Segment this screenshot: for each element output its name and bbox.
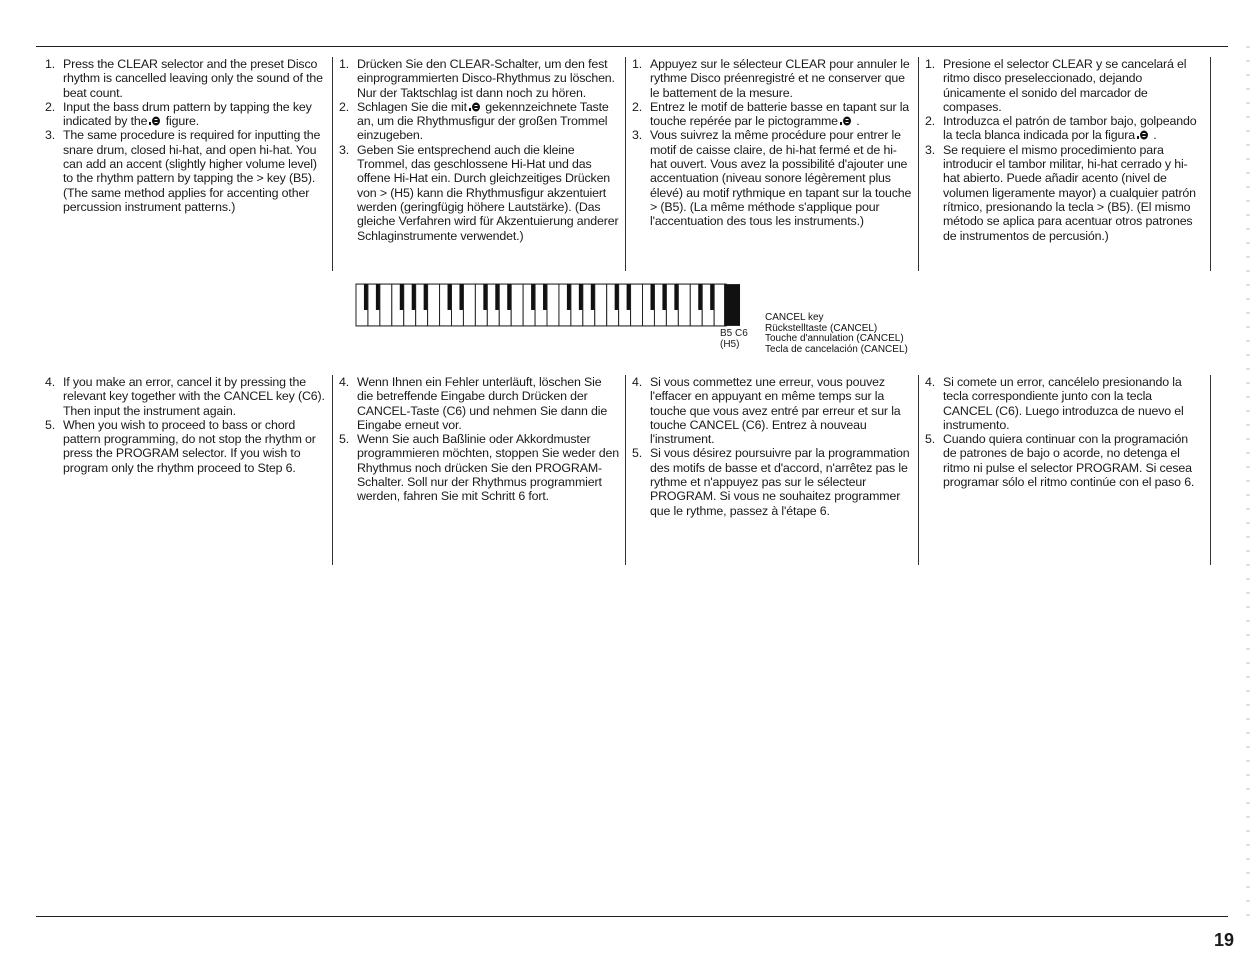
instruction-list bbox=[335, 375, 619, 504]
cancel-key bbox=[724, 284, 740, 326]
instruction-text: Si vous désirez poursuivre par la programmation des motifs de basse et d'accord, n'arrêtez pas le rythme et n'appuyez pas sur le sélecteur PROGRAM. Si vous ne souhaitez programmer que le rythme, passez à l'étape 6. bbox=[650, 446, 910, 518]
bass-drum-pictogram-icon bbox=[469, 102, 480, 112]
keyboard-figure bbox=[354, 283, 744, 327]
white-key bbox=[631, 284, 643, 326]
white-key bbox=[547, 284, 559, 326]
white-key bbox=[463, 284, 475, 326]
instruction-list bbox=[41, 57, 326, 214]
instruction-text: . bbox=[1150, 128, 1157, 143]
instruction-item bbox=[335, 57, 619, 100]
instruction-number: 3. bbox=[632, 128, 643, 143]
key-id-b5: B5 bbox=[720, 328, 733, 339]
column-french-top bbox=[628, 57, 919, 271]
instruction-number: 1. bbox=[45, 57, 56, 71]
instruction-item bbox=[921, 57, 1204, 114]
instruction-text: Wenn Ihnen ein Fehler unterläuft, löschen Sie die betreffende Eingabe durch Drücken der CANCEL-Taste (C6) und nehmen Sie dann die Eingabe erneut vor. bbox=[357, 375, 608, 432]
instruction-number: 2. bbox=[632, 99, 643, 114]
instruction-list bbox=[335, 57, 619, 243]
instruction-number: 4. bbox=[632, 375, 643, 389]
top-rule bbox=[36, 46, 1228, 47]
instruction-text: Wenn Sie auch Baßlinie oder Akkordmuster programmieren möchten, stoppen Sie weder den Rhythmus noch drücken Sie den PROGRAM-Schalter. Soll nur der Rhythmus programmiert werden, fahren Sie mit Schritt 6 fort. bbox=[357, 432, 620, 504]
instruction-item bbox=[628, 446, 912, 517]
instruction-text: Press the CLEAR selector and the preset Disco rhythm is cancelled leaving only the sound of the beat count. bbox=[63, 57, 323, 100]
instruction-number: 2. bbox=[339, 99, 350, 114]
page-number: 19 bbox=[1213, 930, 1234, 950]
column-german-bottom bbox=[335, 375, 626, 565]
callout-label-es: Tecla de cancelación (CANCEL) bbox=[765, 343, 908, 355]
instruction-item bbox=[628, 375, 912, 446]
instruction-text: Presione el selector CLEAR y se cancelará el ritmo disco preseleccionado, dejando únicamente el sonido del marcador de compases. bbox=[943, 57, 1187, 114]
instruction-item bbox=[628, 100, 912, 129]
callout-label-en: CANCEL key bbox=[765, 312, 824, 323]
instruction-item bbox=[41, 57, 326, 100]
column-french-bottom bbox=[628, 375, 919, 565]
callout-label-de: Rückstelltaste (CANCEL) bbox=[765, 322, 878, 334]
instruction-text: Drücken Sie den CLEAR-Schalter, um den fest einprogrammierten Disco-Rhythmus zu löschen. Nur der Taktschlag ist dann noch zu hören. bbox=[357, 57, 615, 100]
instruction-text: figure. bbox=[162, 114, 200, 129]
instruction-number: 3. bbox=[339, 142, 350, 157]
instruction-number: 2. bbox=[925, 114, 936, 129]
scan-edge-marks bbox=[1246, 40, 1250, 920]
instruction-number: 4. bbox=[339, 375, 350, 389]
instruction-text: gekennzeichnete Taste an, um die Rhythmusfigur der großen Trommel einzugeben. bbox=[357, 99, 609, 143]
column-spanish-bottom bbox=[921, 375, 1211, 565]
instruction-list bbox=[41, 375, 326, 475]
column-english-top bbox=[41, 57, 333, 271]
instruction-list bbox=[921, 57, 1204, 243]
instruction-item bbox=[335, 432, 619, 503]
instruction-item bbox=[41, 418, 326, 475]
column-spanish-top bbox=[921, 57, 1211, 271]
white-key bbox=[678, 284, 690, 326]
instruction-item bbox=[921, 143, 1204, 243]
instruction-text: Se requiere el mismo procedimiento para introducir el tambor militar, hi-hat cerrado y hi-hat abierto. Puede añadir acento (nivel de volumen ligeramente mayor) a cualquier patrón rítmico, presionando la tecla > (B5). (El mismo método se aplica para acentuar otros patrones de instrumentos de percusión.) bbox=[943, 142, 1196, 243]
cancel-key-callout bbox=[765, 313, 908, 355]
white-key bbox=[511, 284, 523, 326]
column-english-bottom bbox=[41, 375, 333, 565]
instruction-list bbox=[921, 375, 1204, 489]
instruction-text: Introduzca el patrón de tambor bajo, golpeando la tecla blanca indicada por la figura bbox=[943, 114, 1197, 143]
instruction-item bbox=[628, 128, 912, 228]
instruction-item bbox=[41, 100, 326, 129]
instruction-number: 3. bbox=[45, 128, 56, 143]
instruction-number: 1. bbox=[925, 57, 936, 71]
instruction-item bbox=[921, 432, 1204, 489]
instruction-text: Vous suivrez la même procédure pour entrer le motif de caisse claire, de hi-hat fermé et de hi-hat ouvert. Vous avez la possibilité d'ajouter une accentuation (niveau sonore légèrement plus élevé) au motif rythmique en tapant sur la touche > (B5). (La même méthode s'applique pour l'accentuation des tous les instruments.) bbox=[650, 128, 912, 229]
white-key bbox=[380, 284, 392, 326]
bass-drum-pictogram-icon bbox=[840, 116, 851, 126]
instruction-item bbox=[628, 57, 912, 100]
bass-drum-pictogram-icon bbox=[149, 116, 160, 126]
instruction-number: 5. bbox=[925, 432, 936, 447]
instruction-number: 1. bbox=[632, 57, 643, 71]
instruction-number: 4. bbox=[925, 375, 936, 389]
bottom-rule bbox=[36, 916, 1228, 917]
instruction-list bbox=[628, 375, 912, 518]
instruction-item bbox=[921, 375, 1204, 432]
instruction-text: The same procedure is required for inputting the snare drum, closed hi-hat, and open hi-hat. You can add an accent (slightly higher volume level) to the rhythm pattern by tapping the > key (B5). (The same method applies for accenting other percussion instrument patterns.) bbox=[63, 128, 321, 214]
instruction-text: When you wish to proceed to bass or chord pattern programming, do not stop the rhythm or press the PROGRAM selector. If you wish to program only the rhythm proceed to Step 6. bbox=[63, 417, 316, 475]
instruction-number: 2. bbox=[45, 99, 56, 114]
bass-drum-pictogram-icon bbox=[1137, 130, 1148, 140]
instruction-number: 5. bbox=[45, 417, 56, 432]
instruction-number: 1. bbox=[339, 57, 350, 71]
instruction-item bbox=[41, 128, 326, 214]
instruction-text: Cuando quiera continuar con la programación de patrones de bajo o acorde, no detenga el ritmo ni pulse el selector PROGRAM. Si cesea programar sólo el ritmo continúe con el paso 6. bbox=[943, 432, 1195, 490]
column-german-top bbox=[335, 57, 626, 271]
instruction-text: Geben Sie entsprechend auch die kleine Trommel, das geschlossene Hi-Hat und das offene Hi-Hat ein. Durch gleichzeitiges Drücken von > (H5) kann die Rhythmusfigur akzentuiert werden (geringfügig höhere Lautstärke). (Das gleiche Verfahren wird für Akzentuierung anderer Schlaginstrumente verwendet.) bbox=[357, 142, 619, 243]
instruction-list bbox=[628, 57, 912, 229]
white-key bbox=[428, 284, 440, 326]
instruction-item bbox=[335, 100, 619, 143]
instruction-item bbox=[921, 114, 1204, 143]
instruction-text: Si vous commettez une erreur, vous pouvez l'effacer en appuyant en même temps sur la touche que vous avez entré par erreur et sur la touche CANCEL (C6). Entrez à nouveau l'instrument. bbox=[650, 375, 901, 447]
instruction-text: Input the bass drum pattern by tapping the key indicated by the bbox=[63, 99, 312, 129]
instruction-text: Schlagen Sie die mit bbox=[357, 99, 467, 114]
instruction-number: 5. bbox=[339, 432, 350, 447]
instruction-item bbox=[335, 143, 619, 243]
key-identifiers bbox=[720, 328, 748, 350]
instruction-number: 4. bbox=[45, 375, 56, 389]
instruction-text: If you make an error, cancel it by pressing the relevant key together with the CANCEL key (C6). Then input the instrument again. bbox=[63, 375, 325, 418]
instruction-text: Appuyez sur le sélecteur CLEAR pour annuler le rythme Disco préenregistré et ne conserver que le battement de la mesure. bbox=[650, 57, 910, 100]
key-id-c6: C6 bbox=[735, 328, 748, 339]
callout-label-fr: Touche d'annulation (CANCEL) bbox=[765, 333, 904, 344]
key-id-h5: (H5) bbox=[720, 339, 740, 350]
instruction-number: 5. bbox=[632, 446, 643, 461]
instruction-text: . bbox=[852, 114, 860, 129]
instruction-text: Entrez le motif de batterie basse en tapant sur la touche repérée par le pictogramme bbox=[650, 99, 910, 129]
white-key bbox=[595, 284, 607, 326]
instruction-number: 3. bbox=[925, 142, 936, 157]
instruction-text: Si comete un error, cancélelo presionando la tecla correspondiente junto con la tecla CANCEL (C6). Luego introduzca de nuevo el instrumento. bbox=[943, 375, 1184, 432]
instruction-item bbox=[335, 375, 619, 432]
instruction-item bbox=[41, 375, 326, 418]
